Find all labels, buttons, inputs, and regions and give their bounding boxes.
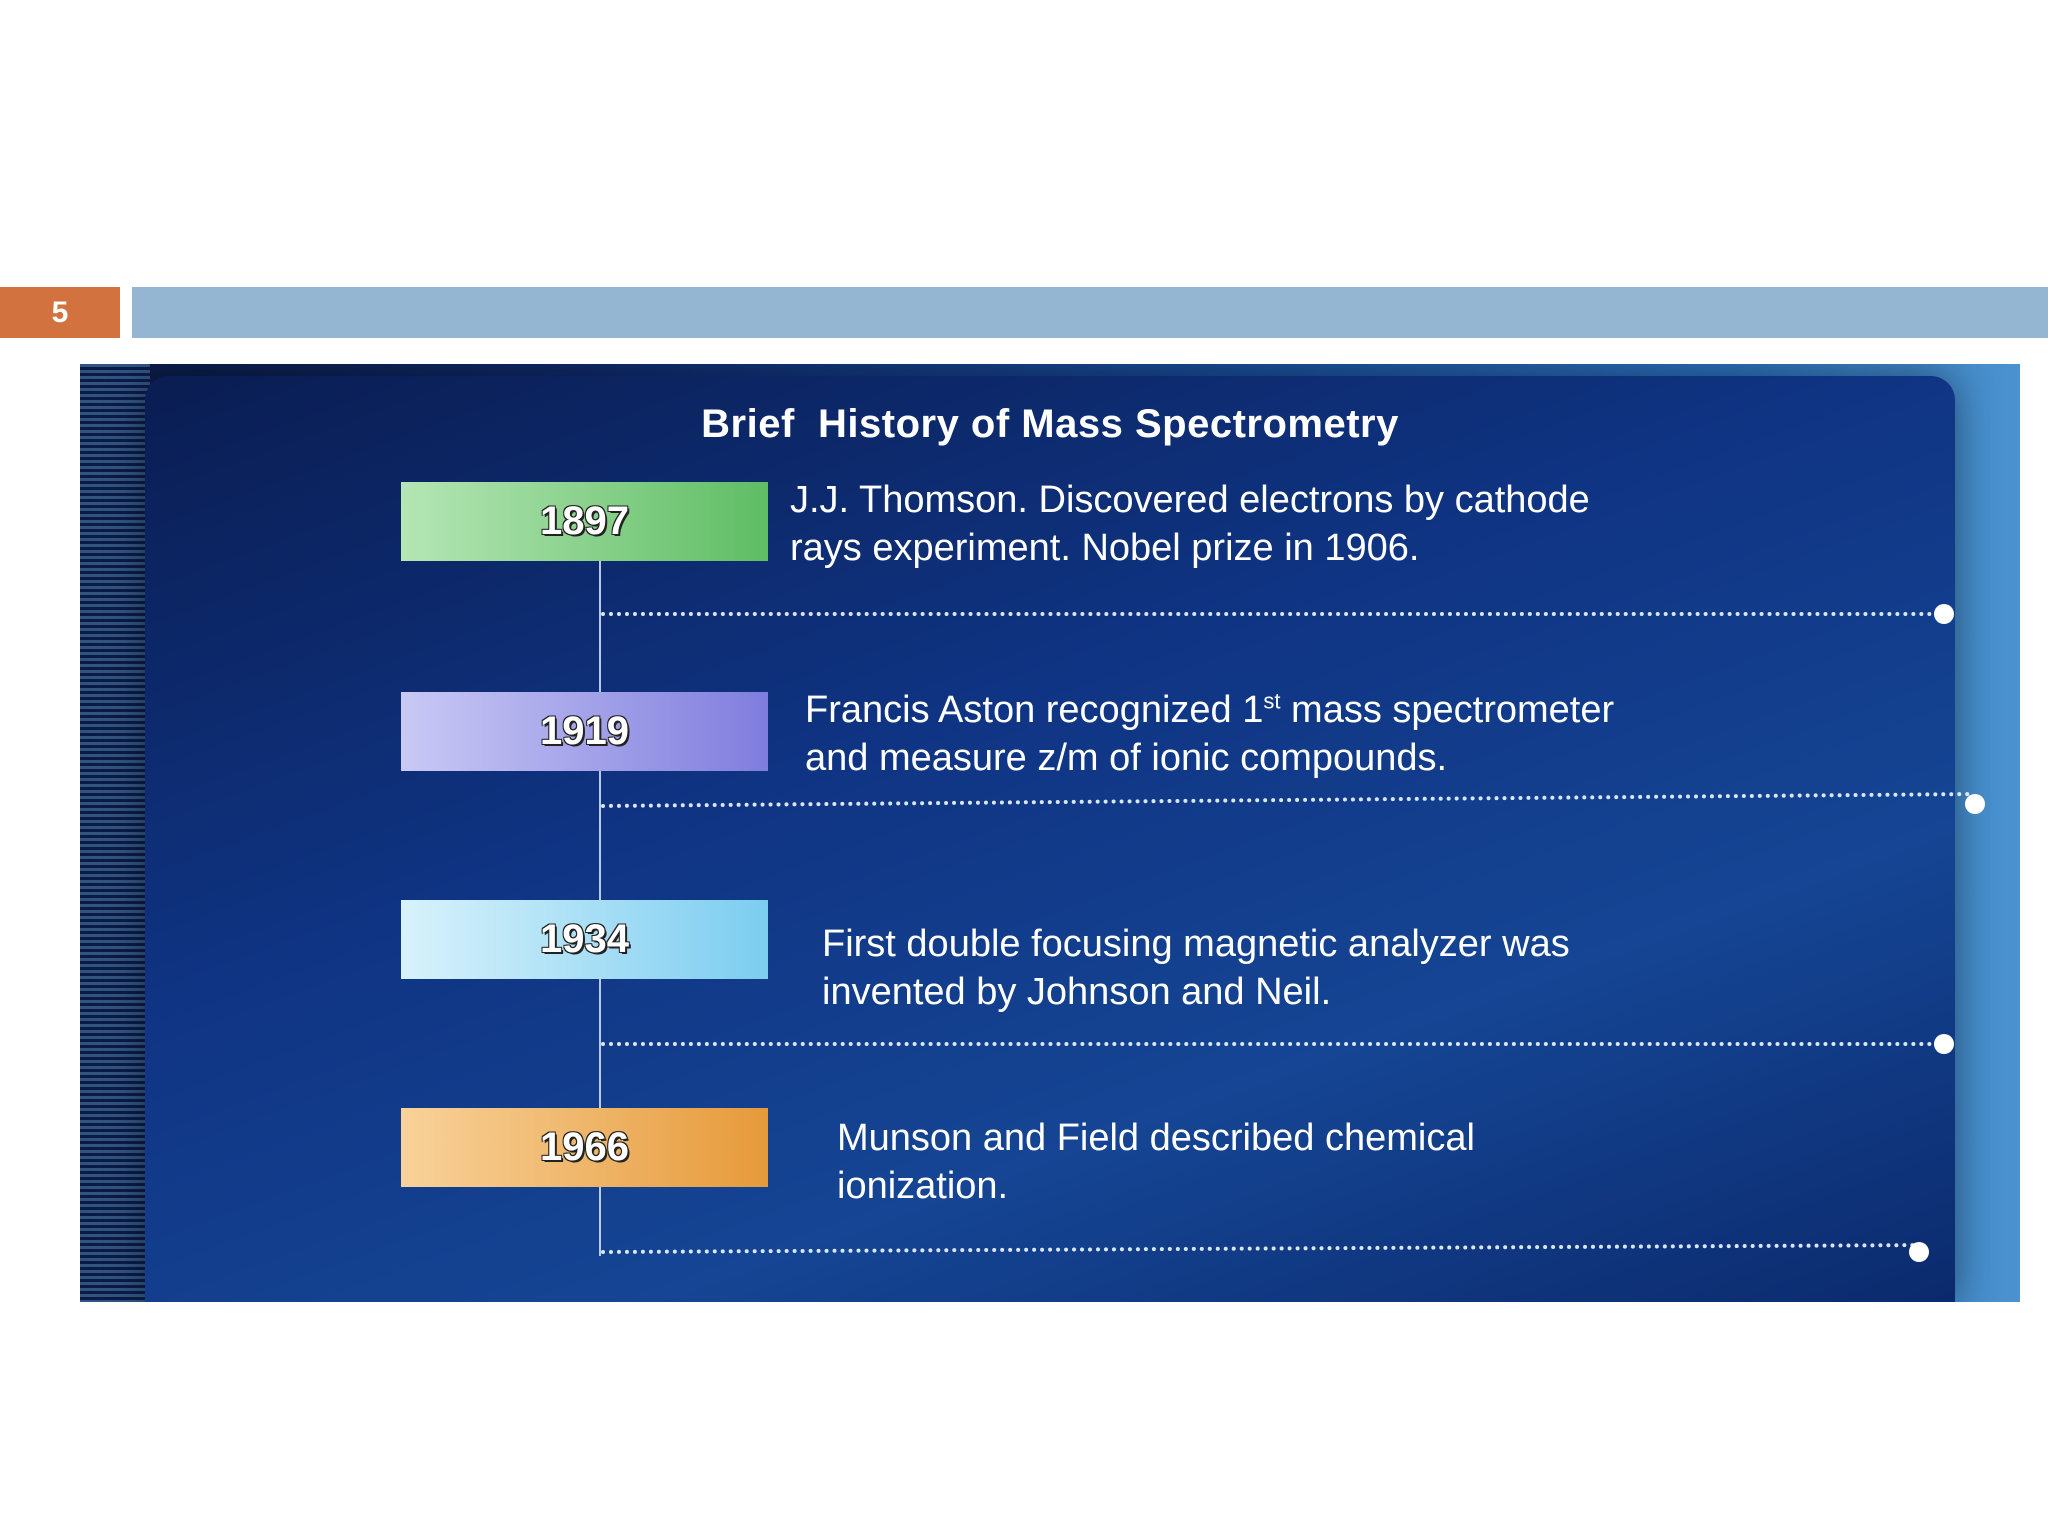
- event-line: [805, 686, 1614, 734]
- year-badge-1934: 1934: [401, 900, 768, 979]
- event-description-1919: [805, 686, 1614, 782]
- event-description-1934: [822, 920, 1570, 1016]
- event-line: First double focusing magnetic analyzer was: [822, 923, 1570, 965]
- event-line: rays experiment. Nobel prize in 1906.: [790, 527, 1420, 569]
- connector-end-dot: [1934, 604, 1954, 624]
- event-text: mass spectrometer: [1280, 689, 1615, 731]
- event-line: Munson and Field described chemical: [837, 1117, 1475, 1159]
- superscript: st: [1263, 688, 1281, 714]
- dotted-connector: [601, 792, 1971, 808]
- slide-number: 5: [0, 287, 120, 338]
- event-description-1897: [790, 476, 1590, 572]
- event-description-1966: [837, 1114, 1475, 1210]
- event-line: and measure z/m of ionic compounds.: [805, 737, 1448, 779]
- connector-end-dot: [1965, 794, 1985, 814]
- dotted-connector: [601, 1042, 1941, 1046]
- year-badge-1966: 1966: [401, 1108, 768, 1187]
- dotted-connector: [601, 1243, 1916, 1254]
- timeline-image: [80, 364, 2020, 1302]
- header-bar: [132, 287, 2048, 338]
- timeline-panel: [145, 376, 1955, 1302]
- event-line: J.J. Thomson. Discovered electrons by cathode: [790, 479, 1590, 521]
- event-line: ionization.: [837, 1165, 1009, 1207]
- dotted-connector: [601, 612, 1941, 616]
- timeline-title: Brief History of Mass Spectrometry: [701, 402, 1399, 446]
- connector-end-dot: [1934, 1034, 1954, 1054]
- year-badge-1919: 1919: [401, 692, 768, 771]
- event-line: invented by Johnson and Neil.: [822, 971, 1332, 1013]
- event-text: Francis Aston recognized 1: [805, 689, 1264, 731]
- year-badge-1897: 1897: [401, 482, 768, 561]
- connector-end-dot: [1909, 1242, 1929, 1262]
